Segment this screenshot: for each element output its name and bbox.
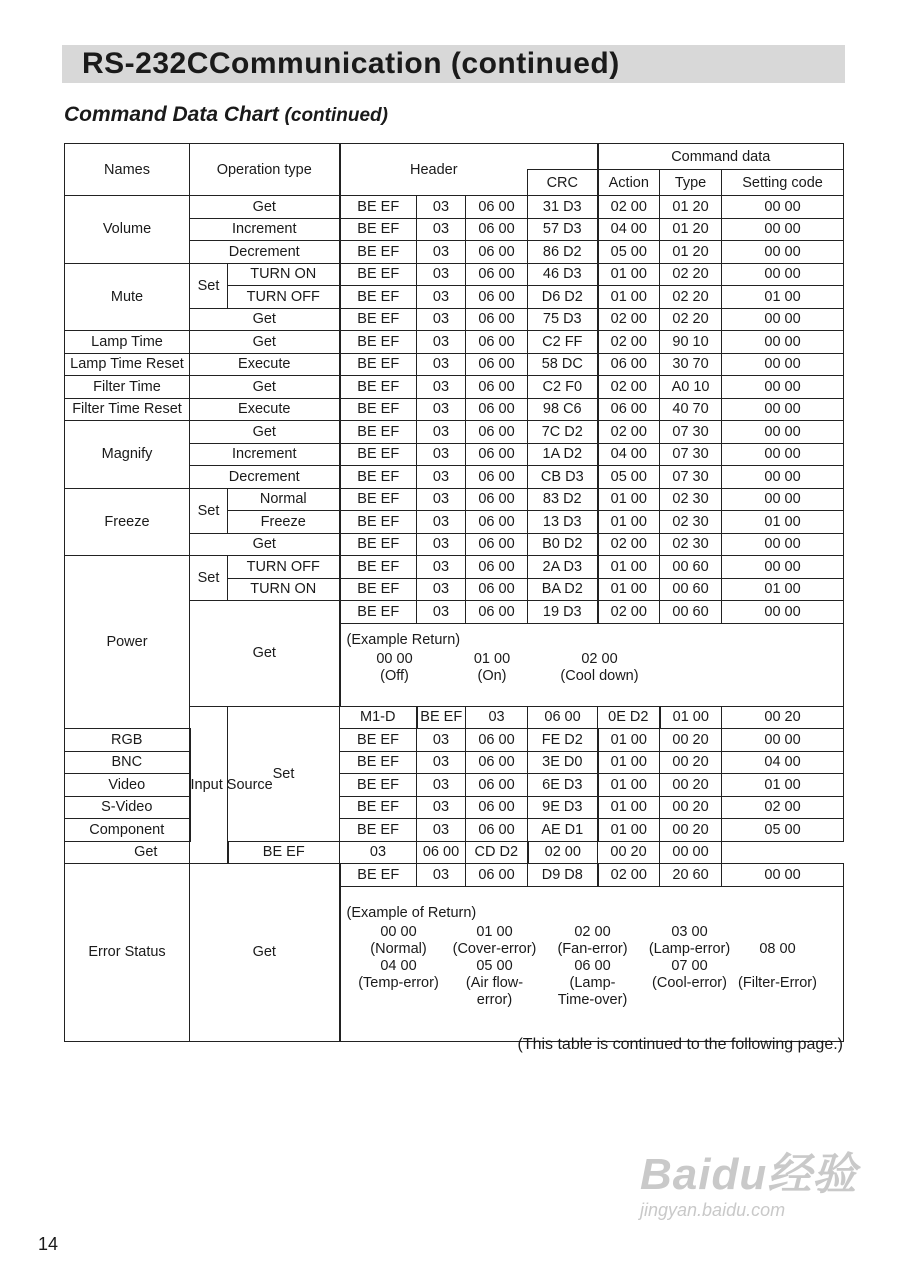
cell-crc: 98 C6: [528, 398, 598, 421]
cell-type: 00 20: [660, 751, 722, 774]
table-row: [65, 488, 844, 511]
cell-operation: TURN ON: [228, 263, 340, 286]
return-code-filter: 08 00: [759, 940, 796, 957]
cell-operation: Get: [65, 841, 228, 864]
cell-header-2: 03: [417, 286, 466, 309]
cell-type: 20 60: [660, 864, 722, 887]
cell-header-3: 06 00: [466, 751, 528, 774]
cell-action: 01 00: [598, 751, 660, 774]
cell-crc: 0E D2: [598, 706, 660, 729]
cell-crc: CD D2: [466, 841, 528, 864]
cell-operation: TURN OFF: [228, 286, 340, 309]
cell-action: 02 00: [528, 841, 598, 864]
cell-action: 04 00: [598, 443, 660, 466]
cell-operation: Get: [190, 864, 340, 1042]
cell-operation: S-Video: [65, 796, 190, 819]
cell-name: Filter Time: [65, 376, 190, 399]
cell-header-1: BE EF: [340, 578, 417, 601]
cell-header-2: 03: [417, 421, 466, 444]
command-data-table: [64, 143, 844, 1042]
cell-header-3: 06 00: [528, 706, 598, 729]
cell-name: Lamp Time: [65, 331, 190, 354]
cell-action: 02 00: [598, 331, 660, 354]
cell-header-2: 03: [417, 488, 466, 511]
table-row: [65, 263, 844, 286]
cell-header-1: BE EF: [340, 511, 417, 534]
cell-type: 02 20: [660, 308, 722, 331]
cell-header-1: BE EF: [340, 533, 417, 556]
return-row2-labels-b: Time-over): [557, 991, 628, 1008]
cell-header-2: 03: [417, 533, 466, 556]
cell-action: 01 00: [598, 578, 660, 601]
cell-type: 00 60: [660, 601, 722, 624]
cell-action: 02 00: [598, 308, 660, 331]
return-row2-codes: 04 00: [380, 957, 417, 974]
cell-crc: CB D3: [528, 466, 598, 489]
cell-type: 00 20: [660, 819, 722, 842]
cell-name: Power: [65, 556, 190, 729]
cell-setting-code: 05 00: [722, 819, 844, 842]
cell-header-1: BE EF: [340, 353, 417, 376]
cell-setting-code: 00 00: [722, 466, 844, 489]
cell-header-1: BE EF: [340, 819, 417, 842]
return-row1-labels: (Normal): [370, 940, 427, 957]
return-code: 00 00: [376, 650, 413, 667]
cell-name: Freeze: [65, 488, 190, 556]
cell-action: 01 00: [598, 796, 660, 819]
cell-header-3: 06 00: [466, 796, 528, 819]
cell-type: 01 20: [660, 241, 722, 264]
watermark-url: jingyan.baidu.com: [640, 1200, 786, 1220]
header-type: Type: [660, 170, 722, 196]
cell-crc: C2 F0: [528, 376, 598, 399]
cell-header-1: BE EF: [340, 443, 417, 466]
cell-crc: 3E D0: [528, 751, 598, 774]
cell-operation: Video: [65, 774, 190, 797]
header-header: Header: [340, 144, 528, 196]
cell-type: 00 20: [660, 729, 722, 752]
cell-action: 01 00: [598, 774, 660, 797]
cell-header-1: BE EF: [340, 263, 417, 286]
cell-header-3: 06 00: [466, 196, 528, 219]
cell-header-2: 03: [417, 376, 466, 399]
table-row: [65, 376, 844, 399]
return-label: (Off): [380, 667, 409, 684]
return-row2-labels-b: error): [476, 991, 513, 1008]
cell-setting-code: 01 00: [722, 578, 844, 601]
cell-header-3: 06 00: [466, 578, 528, 601]
table-row: [65, 796, 844, 819]
cell-operation: Get: [190, 421, 340, 444]
cell-header-2: 03: [417, 751, 466, 774]
cell-setting-code: 01 00: [722, 286, 844, 309]
cell-header-3: 06 00: [466, 286, 528, 309]
cell-header-1: BE EF: [340, 421, 417, 444]
cell-name: Error Status: [65, 864, 190, 1042]
cell-type: 07 30: [660, 466, 722, 489]
cell-header-2: 03: [417, 331, 466, 354]
return-code: 02 00: [581, 650, 618, 667]
header-action: Action: [598, 170, 660, 196]
cell-action: 02 00: [598, 376, 660, 399]
header-operation-type: Operation type: [190, 144, 340, 196]
cell-setting-code: 00 00: [722, 864, 844, 887]
cell-operation: Freeze: [228, 511, 340, 534]
cell-action: 05 00: [598, 241, 660, 264]
return-label: (Cool down): [560, 667, 639, 684]
cell-crc: 75 D3: [528, 308, 598, 331]
cell-type: 40 70: [660, 398, 722, 421]
cell-header-1: BE EF: [340, 398, 417, 421]
cell-header-1: BE EF: [340, 556, 417, 579]
return-row1-codes: 03 00: [671, 923, 708, 940]
cell-header-3: 06 00: [466, 241, 528, 264]
cell-action: 02 00: [598, 533, 660, 556]
cell-setting-code: 00 00: [722, 241, 844, 264]
cell-setting-code: 00 00: [722, 729, 844, 752]
table-row: [65, 819, 844, 842]
cell-crc: 6E D3: [528, 774, 598, 797]
cell-action: 01 00: [598, 511, 660, 534]
section-title-main: Command Data Chart: [64, 103, 279, 126]
cell-setting-code: 00 00: [722, 488, 844, 511]
cell-header-3: 06 00: [466, 819, 528, 842]
cell-action: 02 00: [598, 421, 660, 444]
header-spacer: [528, 144, 598, 170]
cell-crc: 83 D2: [528, 488, 598, 511]
cell-action: 01 00: [598, 819, 660, 842]
table-row: [65, 841, 844, 864]
cell-name: Magnify: [65, 421, 190, 489]
cell-header-2: 03: [417, 511, 466, 534]
example-title: (Example Return): [346, 631, 461, 648]
cell-crc: D9 D8: [528, 864, 598, 887]
cell-header-1: BE EF: [340, 308, 417, 331]
cell-setting-code: 00 00: [722, 353, 844, 376]
cell-operation: Execute: [190, 353, 340, 376]
return-row1-codes: 00 00: [380, 923, 417, 940]
cell-header-2: 03: [417, 398, 466, 421]
cell-crc: D6 D2: [528, 286, 598, 309]
error-example-return: [340, 886, 844, 1041]
cell-header-3: 06 00: [466, 376, 528, 399]
cell-operation: BNC: [65, 751, 190, 774]
cell-crc: BA D2: [528, 578, 598, 601]
return-row1-labels: (Fan-error): [557, 940, 628, 957]
cell-header-2: 03: [417, 308, 466, 331]
return-row2-labels-a: (Lamp-: [569, 974, 616, 991]
cell-crc: C2 FF: [528, 331, 598, 354]
cell-header-3: 06 00: [466, 353, 528, 376]
cell-header-1: BE EF: [340, 488, 417, 511]
cell-operation: TURN ON: [228, 578, 340, 601]
cell-crc: B0 D2: [528, 533, 598, 556]
cell-header-1: BE EF: [340, 376, 417, 399]
cell-header-2: 03: [417, 601, 466, 624]
cell-setting-code: 00 00: [722, 398, 844, 421]
cell-header-3: 06 00: [466, 601, 528, 624]
cell-operation: Decrement: [190, 241, 340, 264]
cell-setting-code: 00 00: [722, 376, 844, 399]
cell-crc: 57 D3: [528, 218, 598, 241]
cell-operation: TURN OFF: [228, 556, 340, 579]
cell-header-2: 03: [417, 774, 466, 797]
cell-action: 01 00: [598, 729, 660, 752]
return-row2-labels-b: [347, 992, 451, 1009]
cell-crc: 19 D3: [528, 601, 598, 624]
cell-setting-code: 01 00: [722, 774, 844, 797]
cell-header-2: 03: [417, 578, 466, 601]
cell-operation: Increment: [190, 218, 340, 241]
page-title: RS-232CCommunication (continued): [62, 45, 845, 83]
return-row2-labels-b: [647, 992, 733, 1009]
cell-header-2: 03: [417, 729, 466, 752]
cell-type: 07 30: [660, 443, 722, 466]
return-row2-labels-b: [733, 992, 823, 1009]
header-command-data: Command data: [598, 144, 844, 170]
cell-header-2: 03: [417, 466, 466, 489]
cell-type: 00 20: [660, 796, 722, 819]
cell-setting-code: 00 00: [722, 308, 844, 331]
cell-header-1: BE EF: [340, 864, 417, 887]
cell-type: 90 10: [660, 331, 722, 354]
cell-header-3: 06 00: [466, 556, 528, 579]
cell-header-1: BE EF: [340, 601, 417, 624]
cell-action: 05 00: [598, 466, 660, 489]
cell-header-3: 06 00: [466, 511, 528, 534]
cell-header-1: BE EF: [340, 729, 417, 752]
cell-header-1: BE EF: [340, 796, 417, 819]
return-row2-labels-a: (Cool-error): [652, 974, 727, 991]
cell-operation: Get: [190, 601, 340, 707]
cell-type: A0 10: [660, 376, 722, 399]
cell-operation: Get: [190, 376, 340, 399]
cell-operation: Normal: [228, 488, 340, 511]
cell-header-2: 03: [417, 241, 466, 264]
return-row2-labels-a: (Air flow-: [465, 974, 524, 991]
cell-crc: 7C D2: [528, 421, 598, 444]
cell-crc: FE D2: [528, 729, 598, 752]
cell-header-3: 06 00: [466, 331, 528, 354]
cell-type: 01 20: [660, 196, 722, 219]
cell-setting-code: 00 00: [722, 263, 844, 286]
cell-header-1: BE EF: [340, 286, 417, 309]
cell-crc: 2A D3: [528, 556, 598, 579]
cell-header-2: 03: [417, 196, 466, 219]
return-row2-codes: 05 00: [476, 957, 513, 974]
cell-name: Volume: [65, 196, 190, 264]
cell-setting-code: 00 00: [722, 196, 844, 219]
header-crc: CRC: [528, 170, 598, 196]
table-row: [65, 398, 844, 421]
cell-header-3: 06 00: [466, 398, 528, 421]
cell-set: Set: [190, 488, 228, 533]
cell-name: Lamp Time Reset: [65, 353, 190, 376]
table-row: [65, 421, 844, 444]
return-row2-labels-a: (Temp-error): [358, 974, 439, 991]
cell-operation: Get: [190, 196, 340, 219]
cell-header-2: 03: [417, 864, 466, 887]
cell-action: 02 00: [598, 601, 660, 624]
table-header-row: [65, 144, 844, 170]
cell-header-3: 06 00: [466, 729, 528, 752]
cell-type: 30 70: [660, 353, 722, 376]
cell-header-3: 06 00: [466, 488, 528, 511]
table-row: [65, 556, 844, 579]
cell-crc: 86 D2: [528, 241, 598, 264]
cell-setting-code: 00 00: [722, 443, 844, 466]
cell-set: Set: [228, 706, 340, 841]
cell-header-2: 03: [466, 706, 528, 729]
cell-type: 02 30: [660, 533, 722, 556]
cell-type: 01 20: [660, 218, 722, 241]
cell-header-2: 03: [340, 841, 417, 864]
cell-operation: Get: [190, 331, 340, 354]
cell-crc: AE D1: [528, 819, 598, 842]
example-title: (Example of Return): [346, 904, 477, 921]
cell-name: Mute: [65, 263, 190, 331]
cell-name: Filter Time Reset: [65, 398, 190, 421]
cell-header-3: 06 00: [466, 466, 528, 489]
cell-header-3: 06 00: [466, 263, 528, 286]
cell-header-3: 06 00: [466, 443, 528, 466]
cell-setting-code: 00 00: [722, 533, 844, 556]
cell-type: 00 60: [660, 578, 722, 601]
cell-header-3: 06 00: [417, 841, 466, 864]
cell-action: 01 00: [598, 556, 660, 579]
return-row1-codes: 02 00: [574, 923, 611, 940]
cell-header-3: 06 00: [466, 308, 528, 331]
cell-type: 02 30: [660, 488, 722, 511]
watermark-brand: Baidu经验: [640, 1150, 858, 1199]
cell-operation: Component: [65, 819, 190, 842]
cell-action: 01 00: [660, 706, 722, 729]
cell-operation: Get: [190, 533, 340, 556]
cell-setting-code: 04 00: [722, 751, 844, 774]
cell-setting-code: 00 00: [660, 841, 722, 864]
return-row2-codes: 07 00: [671, 957, 708, 974]
header-names: Names: [65, 144, 190, 196]
cell-action: 02 00: [598, 864, 660, 887]
cell-header-2: 03: [417, 819, 466, 842]
cell-header-2: 03: [417, 218, 466, 241]
cell-header-2: 03: [417, 796, 466, 819]
cell-header-2: 03: [417, 353, 466, 376]
cell-operation: Decrement: [190, 466, 340, 489]
cell-operation: M1-D: [340, 706, 417, 729]
cell-set: Set: [190, 263, 228, 308]
cell-name: Input Source: [190, 706, 228, 864]
table-row: [65, 353, 844, 376]
return-row1-labels: (Lamp-error): [648, 940, 731, 957]
power-example-return: [340, 623, 844, 706]
return-row1-labels: (Cover-error): [452, 940, 537, 957]
footnote: (This table is continued to the following page.): [517, 1036, 843, 1053]
cell-operation: RGB: [65, 729, 190, 752]
page-number: 14: [38, 1234, 59, 1254]
cell-crc: 31 D3: [528, 196, 598, 219]
cell-operation: Execute: [190, 398, 340, 421]
table-row: [65, 864, 844, 887]
cell-type: 00 20: [722, 706, 844, 729]
cell-crc: 9E D3: [528, 796, 598, 819]
return-code: 01 00: [473, 650, 511, 667]
table-row: [65, 774, 844, 797]
table-row: [65, 751, 844, 774]
cell-header-3: 06 00: [466, 774, 528, 797]
table-row: [65, 331, 844, 354]
cell-action: 01 00: [598, 286, 660, 309]
cell-header-2: 03: [417, 263, 466, 286]
cell-crc: 13 D3: [528, 511, 598, 534]
cell-action: 01 00: [598, 263, 660, 286]
cell-type: 02 20: [660, 286, 722, 309]
cell-type: 00 20: [598, 841, 660, 864]
cell-type: 00 60: [660, 556, 722, 579]
cell-header-1: BE EF: [228, 841, 340, 864]
table-row: [65, 196, 844, 219]
cell-operation: Increment: [190, 443, 340, 466]
cell-type: 07 30: [660, 421, 722, 444]
cell-setting-code: 00 00: [722, 556, 844, 579]
cell-header-2: 03: [417, 443, 466, 466]
cell-header-1: BE EF: [340, 466, 417, 489]
cell-setting-code: 00 00: [722, 331, 844, 354]
cell-header-1: BE EF: [340, 751, 417, 774]
cell-setting-code: 00 00: [722, 421, 844, 444]
cell-crc: 1A D2: [528, 443, 598, 466]
cell-header-2: 03: [417, 556, 466, 579]
return-label: (On): [477, 667, 507, 684]
cell-type: 02 30: [660, 511, 722, 534]
cell-setting-code: 00 00: [722, 601, 844, 624]
cell-action: 06 00: [598, 353, 660, 376]
cell-action: 04 00: [598, 218, 660, 241]
cell-set: Set: [190, 556, 228, 601]
return-row1-codes: 01 00: [476, 923, 513, 940]
table-row: [65, 729, 844, 752]
cell-setting-code: 00 00: [722, 218, 844, 241]
section-title-suffix: (continued): [284, 105, 388, 126]
cell-header-1: BE EF: [340, 218, 417, 241]
return-row2-labels-a: (Filter-Error): [738, 974, 817, 991]
return-row2-codes: 06 00: [574, 957, 611, 974]
header-setting-code: Setting code: [722, 170, 844, 196]
cell-header-1: BE EF: [340, 774, 417, 797]
cell-crc: 46 D3: [528, 263, 598, 286]
cell-header-3: 06 00: [466, 421, 528, 444]
cell-header-1: BE EF: [340, 196, 417, 219]
section-title: [64, 103, 388, 127]
cell-header-1: BE EF: [340, 331, 417, 354]
cell-header-1: BE EF: [417, 706, 466, 729]
watermark: [640, 1150, 860, 1245]
cell-header-1: BE EF: [340, 241, 417, 264]
cell-setting-code: 01 00: [722, 511, 844, 534]
cell-setting-code: 02 00: [722, 796, 844, 819]
cell-type: 00 20: [660, 774, 722, 797]
cell-operation: Get: [190, 308, 340, 331]
cell-crc: 58 DC: [528, 353, 598, 376]
cell-header-3: 06 00: [466, 864, 528, 887]
cell-header-3: 06 00: [466, 533, 528, 556]
cell-action: 01 00: [598, 488, 660, 511]
cell-action: 02 00: [598, 196, 660, 219]
cell-type: 02 20: [660, 263, 722, 286]
cell-header-3: 06 00: [466, 218, 528, 241]
cell-action: 06 00: [598, 398, 660, 421]
